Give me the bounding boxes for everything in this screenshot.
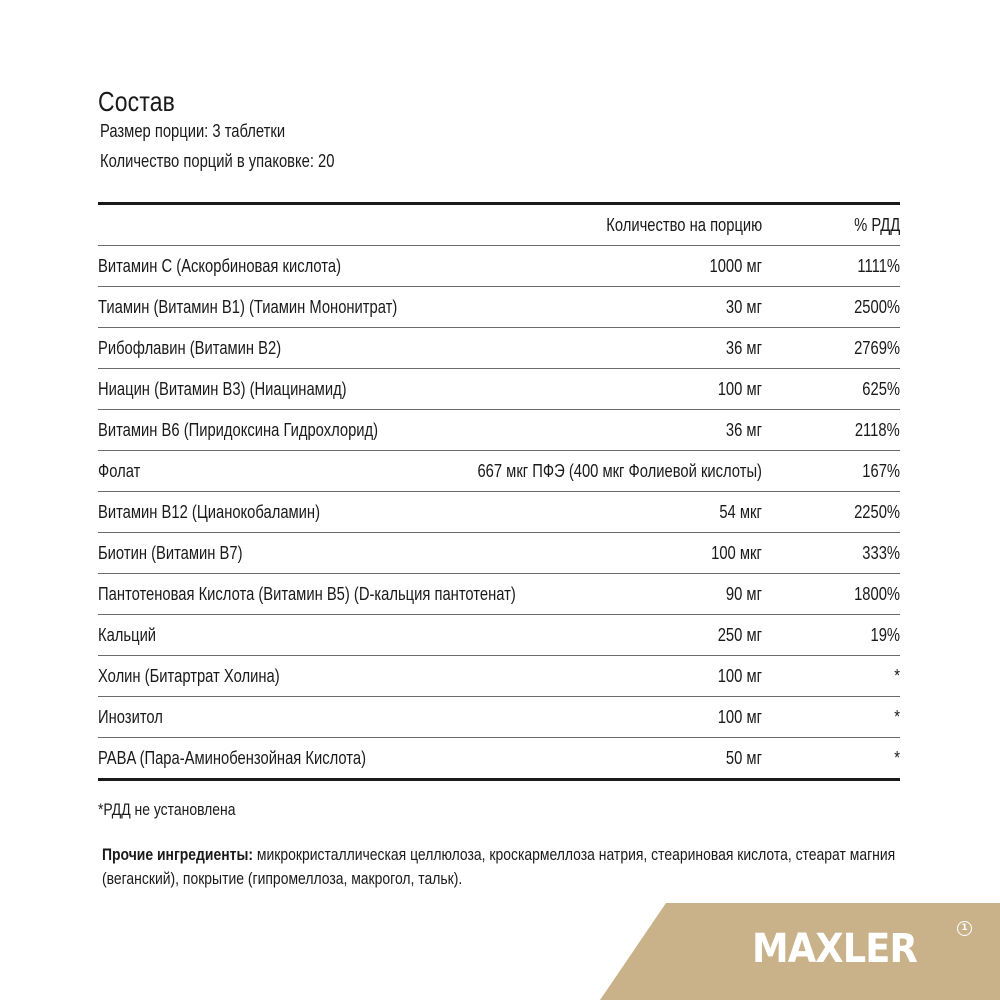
ingredient-amount: 36 мг bbox=[725, 420, 762, 440]
nutrition-table bbox=[98, 202, 900, 781]
table-row bbox=[98, 369, 900, 410]
ingredient-name: PABA (Пара-Аминобензойная Кислота) bbox=[98, 748, 366, 768]
ingredient-dv: 1800% bbox=[854, 584, 900, 604]
ingredient-dv: * bbox=[894, 748, 900, 768]
ingredient-amount: 100 мг bbox=[717, 379, 762, 399]
ingredient-amount: 100 мг bbox=[717, 707, 762, 727]
ingredient-amount: 100 мкг bbox=[711, 543, 762, 563]
ingredient-dv: 1111% bbox=[857, 256, 900, 276]
ingredient-amount: 54 мкг bbox=[719, 502, 762, 522]
ingredient-dv: 2250% bbox=[854, 502, 900, 522]
column-header-dv: % РДД bbox=[853, 215, 900, 235]
ingredient-name: Витамин В6 (Пиридоксина Гидрохлорид) bbox=[98, 420, 379, 440]
ingredient-dv: 625% bbox=[862, 379, 900, 399]
other-ingredients bbox=[102, 843, 906, 891]
ingredient-dv: * bbox=[894, 666, 900, 686]
ingredient-name: Биотин (Витамин В7) bbox=[98, 543, 243, 563]
page-title: Состав bbox=[98, 86, 176, 117]
table-row bbox=[98, 328, 900, 369]
other-ingredients-text: микрокристаллическая целлюлоза, кроскармеллоза натрия, стеариновая кислота, стеарат магния (веганский), покрытие (гипромеллоза, макрогол, тальк). bbox=[102, 845, 896, 888]
ingredient-name: Рибофлавин (Витамин В2) bbox=[98, 338, 282, 358]
ingredient-amount: 250 мг bbox=[717, 625, 762, 645]
ingredient-name: Кальций bbox=[98, 625, 157, 645]
ingredient-dv: * bbox=[894, 707, 900, 727]
brand-mark-icon: 1 bbox=[957, 921, 972, 936]
footnote: *РДД не установлена bbox=[98, 800, 236, 819]
ingredient-name: Фолат bbox=[98, 461, 141, 481]
ingredient-name: Инозитол bbox=[98, 707, 163, 727]
ingredient-name: Витамин С (Аскорбиновая кислота) bbox=[98, 256, 341, 276]
ingredient-dv: 333% bbox=[862, 543, 900, 563]
ingredient-amount: 90 мг bbox=[725, 584, 762, 604]
ingredient-dv: 19% bbox=[870, 625, 900, 645]
ingredient-dv: 167% bbox=[862, 461, 900, 481]
ingredient-amount: 36 мг bbox=[725, 338, 762, 358]
other-ingredients-label: Прочие ингредиенты: bbox=[102, 845, 254, 864]
table-row bbox=[98, 287, 900, 328]
ingredient-name: Тиамин (Витамин В1) (Тиамин Мононитрат) bbox=[98, 297, 398, 317]
ingredient-amount: 100 мг bbox=[717, 666, 762, 686]
ingredient-amount: 30 мг bbox=[725, 297, 762, 317]
table-row bbox=[98, 492, 900, 533]
table-header-row bbox=[98, 205, 900, 246]
ingredient-name: Ниацин (Витамин В3) (Ниацинамид) bbox=[98, 379, 347, 399]
ingredient-dv: 2769% bbox=[854, 338, 900, 358]
servings-per-container: Количество порций в упаковке: 20 bbox=[100, 151, 335, 171]
column-header-amount: Количество на порцию bbox=[605, 215, 762, 235]
ingredient-name: Пантотеновая Кислота (Витамин В5) (D-кальция пантотенат) bbox=[98, 584, 516, 604]
serving-size: Размер порции: 3 таблетки bbox=[100, 121, 286, 141]
ingredient-amount: 667 мкг ПФЭ (400 мкг Фолиевой кислоты) bbox=[477, 461, 762, 481]
ingredient-amount: 50 мг bbox=[725, 748, 762, 768]
table-row bbox=[98, 533, 900, 574]
table-row bbox=[98, 451, 900, 492]
table-row bbox=[98, 410, 900, 451]
ingredient-amount: 1000 мг bbox=[709, 256, 762, 276]
table-row bbox=[98, 656, 900, 697]
table-row bbox=[98, 574, 900, 615]
ingredient-dv: 2500% bbox=[854, 297, 900, 317]
brand-logo: MAXLER bbox=[752, 926, 917, 972]
table-row bbox=[98, 615, 900, 656]
ingredient-dv: 2118% bbox=[855, 420, 900, 440]
ingredient-name: Витамин В12 (Цианокобаламин) bbox=[98, 502, 320, 522]
table-row bbox=[98, 246, 900, 287]
table-row bbox=[98, 738, 900, 778]
ingredient-name: Холин (Битартрат Холина) bbox=[98, 666, 280, 686]
table-row bbox=[98, 697, 900, 738]
